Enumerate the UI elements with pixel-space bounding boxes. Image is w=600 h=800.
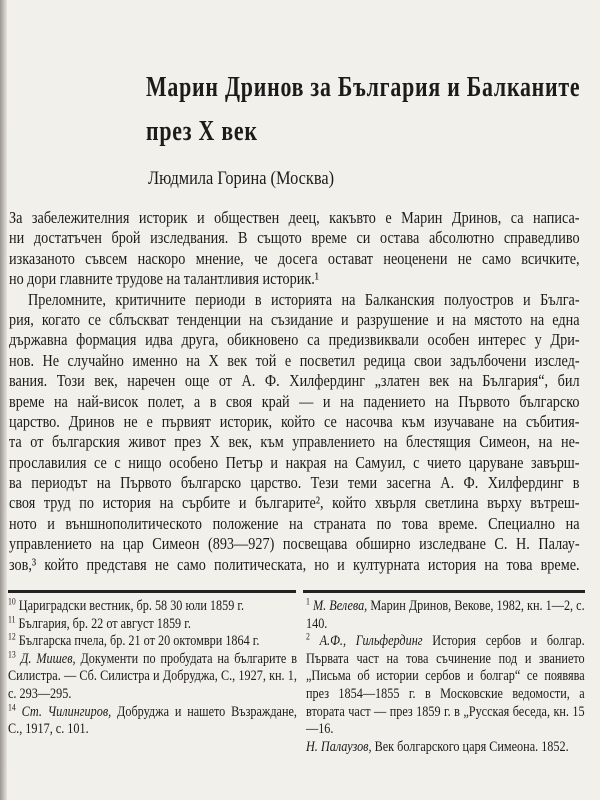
- footnote-number: 1: [306, 596, 310, 607]
- title-line-2: през X век: [146, 116, 258, 147]
- body-line: държавна формация идва друга, обикновено са предизвиквали особен интерес у Дри-: [9, 330, 580, 350]
- body-line: своя труд по история на сърбите и българите², който хвърля светлина върху вътреш-: [9, 493, 580, 513]
- body-line: управлението на цар Симеон (893—927) посвещава обширно изследване С. Н. Палау-: [9, 534, 580, 554]
- footnote-author: А.Ф., Гильфердинг: [319, 633, 423, 650]
- footnote: [306, 739, 585, 757]
- footnote-text: Документи по пробудата на българите в Силистра. — Сб. Силистра и Добруджа, С., 1927, кн. 1, с. 293—295.: [8, 650, 297, 702]
- body-line: царство. Дринов не е първият историк, който се насочва към изучаване на събития-: [9, 411, 580, 431]
- title-line-1: Марин Дринов за България и Балканите: [146, 72, 581, 103]
- body-line: нов. Не случайно именно на X век той е посветил редица свои задълбочени изслед-: [9, 350, 580, 370]
- footnote-text: История сербов и болгар. Първата част на това съчинение под и званието „Письма об истории сербов и болгар“ се появява през 1854—1855 г. в Московские ведомости, а втората част — през 1859 г. в „Русская беседа, кн. 15—16.: [306, 633, 585, 738]
- body-line: ното и външнополитическото положение на страната по това време. Специално на: [9, 513, 580, 533]
- footnote-text: Добруджа и нашето Възраждане, С., 1917, с. 101.: [8, 703, 297, 738]
- body-line: ни достатъчен брой изследвания. В същото време си остава абсолютно справедливо: [9, 228, 580, 248]
- footnote-text: Марин Дринов, Векове, 1982, кн. 1—2, с. 140.: [306, 598, 585, 632]
- body-line: ва периодът на Първото българско царство. Тези теми засегна А. Ф. Хилфердинг в: [9, 473, 580, 493]
- article-body: [9, 208, 580, 575]
- footnote-number: 11: [8, 613, 16, 624]
- footnote-number: 13: [8, 649, 16, 660]
- body-line: рия, когато се сблъскват тенденции на съзидание и разрушение и на мястото на една: [9, 309, 580, 329]
- body-line: прославилия се с нищо особено Петър и накрая на Самуил, с чието царуване завърш-: [9, 452, 580, 472]
- footnote-author: М. Велева,: [312, 598, 368, 614]
- footnote: [8, 633, 297, 651]
- footnote-rule-left: [8, 590, 296, 593]
- body-line: изказаното съвсем наскоро мнение, че досега остават неоценени не само всичките,: [9, 248, 580, 268]
- book-binding-edge: [0, 0, 7, 800]
- body-line: Преломните, критичните периоди в историята на Балканския полуостров и Бълга-: [27, 289, 580, 309]
- body-line: За забележителния историк и обществен деец, какъвто е Марин Дринов, са написа-: [9, 208, 580, 227]
- footnote-number: 10: [8, 596, 16, 607]
- article-author: Людмила Горина (Москва): [148, 168, 335, 189]
- body-line: зов,³ който представя не само политическата, но и културната история на това време.: [9, 554, 580, 574]
- footnote-text: Век болгарского царя Симеона. 1852.: [374, 738, 569, 755]
- article-title: [146, 66, 583, 154]
- body-line: но дори главните трудове на талантливия историк.¹: [9, 269, 320, 289]
- footnote-number: 2: [306, 631, 310, 642]
- footnote: [8, 651, 297, 704]
- footnote: [8, 701, 297, 739]
- footnote: [306, 598, 585, 633]
- body-line: та от българския живот през X век, към управлението на блестящия Симеон, на не-: [9, 432, 580, 452]
- footnote-rule-right: [303, 590, 585, 593]
- footnote: [8, 598, 297, 616]
- footnote-author: Ст. Чилингиров,: [21, 703, 112, 720]
- footnote-number: 14: [8, 701, 16, 712]
- footnote-number: 12: [8, 631, 16, 642]
- footnote: [8, 613, 297, 634]
- footnotes-left-column: [8, 598, 297, 739]
- body-line: вания. Този век, наречен още от А. Ф. Хилфердинг „златен век на България“, бил: [9, 371, 580, 391]
- footnote-author: Н. Палаузов,: [306, 738, 372, 755]
- footnote-text: България, бр. 22 от август 1859 г.: [18, 615, 191, 632]
- footnote: [306, 633, 585, 739]
- footnote-text: Цариградски вестник, бр. 58 30 юли 1859 г.: [18, 598, 245, 614]
- footnotes-right-column: [306, 598, 585, 756]
- footnote-author: Д. Мишев,: [20, 650, 76, 667]
- footnote-text: Българска пчела, бр. 21 от 20 октомври 1864 г.: [18, 633, 260, 650]
- body-line: време на най-висок полет, а в своя край — и на падението на Първото българско: [9, 391, 580, 411]
